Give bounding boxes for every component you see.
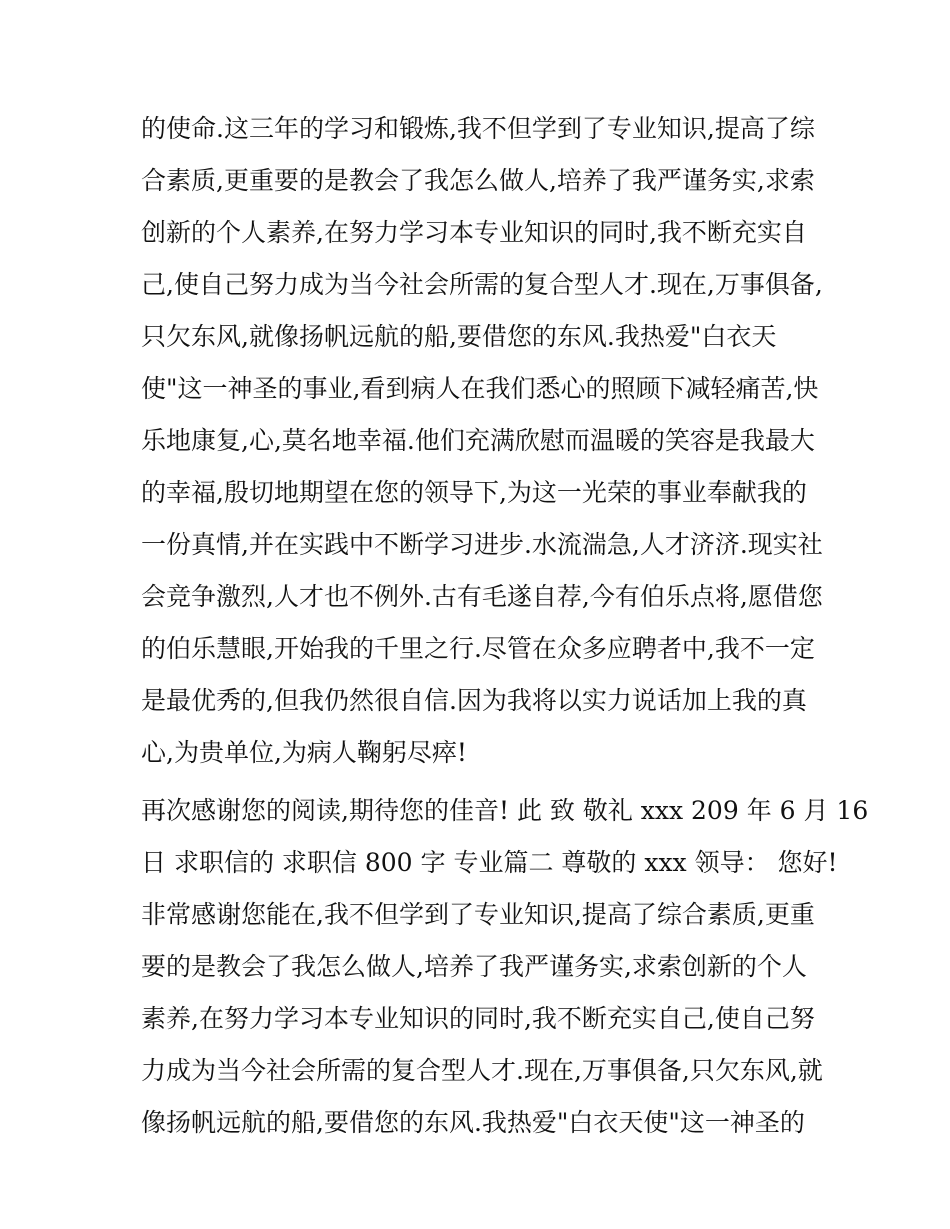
text-line-11: 的伯乐慧眼,开始我的千里之行.尽管在众多应聘者中,我不一定 [141,634,815,663]
text-line-19: 力成为当今社会所需的复合型人才.现在,万事俱备,只欠东风,就 [141,1056,823,1085]
text-line-1: 的使命.这三年的学习和锻炼,我不但学到了专业知识,提高了综 [141,114,815,143]
text-line-16: 非常感谢您能在,我不但学到了专业知识,提高了综合素质,更重 [141,900,815,929]
text-line-7: 乐地康复,心,莫名地幸福.他们充满欣慰而温暖的笑容是我最大 [141,426,815,455]
text-line-18: 素养,在努力学习本专业知识的同时,我不断充实自己,使自己努 [141,1004,815,1033]
text-line-15: 日 求职信的 求职信 800 字 专业篇二 尊敬的 xxx 领导： 您好! [141,848,838,877]
text-line-6: 使"这一神圣的事业,看到病人在我们悉心的照顾下减轻痛苦,快 [141,374,819,403]
text-line-14: 再次感谢您的阅读,期待您的佳音! 此 致 敬礼 xxx 209 年 6 月 16 [141,796,869,825]
text-line-4: 己,使自己努力成为当今社会所需的复合型人才.现在,万事俱备, [141,270,823,299]
text-line-10: 会竞争激烈,人才也不例外.古有毛遂自荐,今有伯乐点将,愿借您 [141,582,823,611]
text-line-2: 合素质,更重要的是教会了我怎么做人,培养了我严谨务实,求索 [141,166,815,195]
text-line-8: 的幸福,殷切地期望在您的领导下,为这一光荣的事业奉献我的 [141,478,807,507]
text-line-12: 是最优秀的,但我仍然很自信.因为我将以实力说话加上我的真 [141,686,807,715]
body-text [141,103,869,1149]
text-line-13: 心,为贵单位,为病人鞠躬尽瘁! [141,738,467,767]
text-line-17: 要的是教会了我怎么做人,培养了我严谨务实,求索创新的个人 [141,952,807,981]
text-line-3: 创新的个人素养,在努力学习本专业知识的同时,我不断充实自 [141,218,807,247]
text-line-5: 只欠东风,就像扬帆远航的船,要借您的东风.我热爱"白衣天 [141,322,777,351]
text-line-9: 一份真情,并在实践中不断学习进步.水流湍急,人才济济.现实社 [141,530,823,559]
text-line-20: 像扬帆远航的船,要借您的东风.我热爱"白衣天使"这一神圣的 [141,1108,805,1137]
